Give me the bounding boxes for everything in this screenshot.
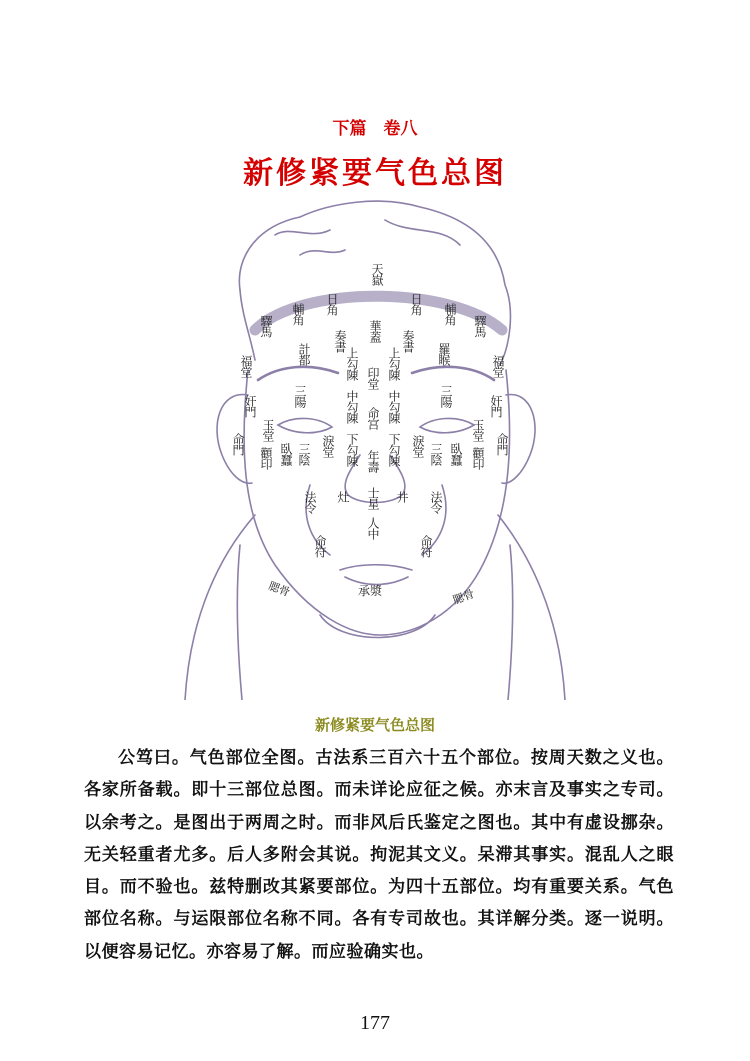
label-sanyang-left: 三陽 <box>293 385 307 407</box>
label-sanyin-right: 三陰 <box>429 443 443 465</box>
label-huagai: 華蓋 <box>368 320 382 342</box>
label-xiagou-left: 下勾陳 <box>345 433 359 466</box>
label-mingmen-right: 命門 <box>495 433 509 455</box>
label-woqin-left: 臥蠶 <box>279 443 293 465</box>
label-leitang-left: 淚堂 <box>321 435 335 457</box>
label-quanyin-left: 顴印 <box>259 447 273 469</box>
label-tianyue: 天嶽 <box>370 263 384 285</box>
label-rijiao-right: 日角 <box>409 293 423 315</box>
label-rijiao-left: 日角 <box>325 293 339 315</box>
label-yutang-left: 玉堂 <box>261 419 275 441</box>
label-shanggou-left: 上勾陳 <box>345 347 359 380</box>
section-header: 下篇 卷八 <box>332 119 418 139</box>
face-diagram <box>180 195 570 700</box>
page-title: 新修紧要气色总图 <box>243 156 507 191</box>
label-minggong: 命宫 <box>366 407 380 429</box>
label-zao: 灶 <box>336 491 350 502</box>
page-number: 177 <box>360 1012 390 1034</box>
label-jianmen-left: 奸門 <box>243 395 257 417</box>
label-sanyin-left: 三陰 <box>297 443 311 465</box>
label-quanyin-right: 顴印 <box>471 447 485 469</box>
label-fujiao-right: 輔角 <box>443 303 457 325</box>
label-yima-left: 驛馬 <box>259 315 273 337</box>
label-saigu-left: 腮骨 <box>266 579 292 600</box>
label-saigu-right: 腮骨 <box>451 587 477 607</box>
label-nianshou: 年壽 <box>366 450 380 472</box>
label-woqin-right: 臥蠶 <box>449 443 463 465</box>
label-minglu-left: 命符 <box>313 535 327 557</box>
label-yima-right: 驛馬 <box>473 315 487 337</box>
label-minglu-right: 命符 <box>419 535 433 557</box>
shoulders <box>185 515 255 700</box>
label-yintang: 印堂 <box>366 367 380 389</box>
label-shixing: 士星 <box>366 487 380 509</box>
label-shanggou-right: 上勾陳 <box>387 347 401 380</box>
body-paragraph: 公笃曰。气色部位全图。古法系三百六十五个部位。按周天数之义也。各家所备载。即十三部位总图。而未详论应征之候。亦末言及事实之专司。以余考之。是图出于两周之时。而非风后氏鉴定之图也。其中有虚设挪杂。无关轻重者尤多。后人多附会其说。拘泥其文义。呆滞其事实。混乱人之眼目。而不验也。兹特删改其紧要部位。为四十五部位。均有重要关系。气色部位名称。与运限部位名称不同。各有专司故也。其详解分类。逐一说明。以便容易记忆。亦容易了解。而应验确实也。 <box>84 748 674 962</box>
label-yutang-right: 玉堂 <box>471 419 485 441</box>
label-jianmen-right: 奸門 <box>489 395 503 417</box>
label-mingmen-left: 命門 <box>231 433 245 455</box>
label-xiagou-right: 下勾陳 <box>387 433 401 466</box>
label-chengjiang: 承漿 <box>358 584 383 598</box>
label-zoushu-left: 奏書 <box>333 330 347 352</box>
label-faling-right: 法令 <box>429 491 443 513</box>
label-zoushu-right: 奏書 <box>401 330 415 352</box>
label-luohou: 羅睺 <box>437 343 451 365</box>
figure-caption: 新修紧要气色总图 <box>314 716 435 734</box>
label-renzhong: 人中 <box>366 517 380 539</box>
label-zhonggou-left: 中勾陳 <box>345 390 359 423</box>
label-sanyang-right: 三陽 <box>439 385 453 407</box>
label-futang-right: 福堂 <box>491 355 505 377</box>
label-leitang-right: 淚堂 <box>411 435 425 457</box>
label-jidu: 計都 <box>297 343 311 365</box>
label-fujiao-left: 輔角 <box>291 303 305 325</box>
label-jing: 井 <box>395 491 409 502</box>
label-futang-left: 福堂 <box>239 355 253 377</box>
label-zhonggou-right: 中勾陳 <box>387 390 401 423</box>
label-faling-left: 法令 <box>303 491 317 513</box>
